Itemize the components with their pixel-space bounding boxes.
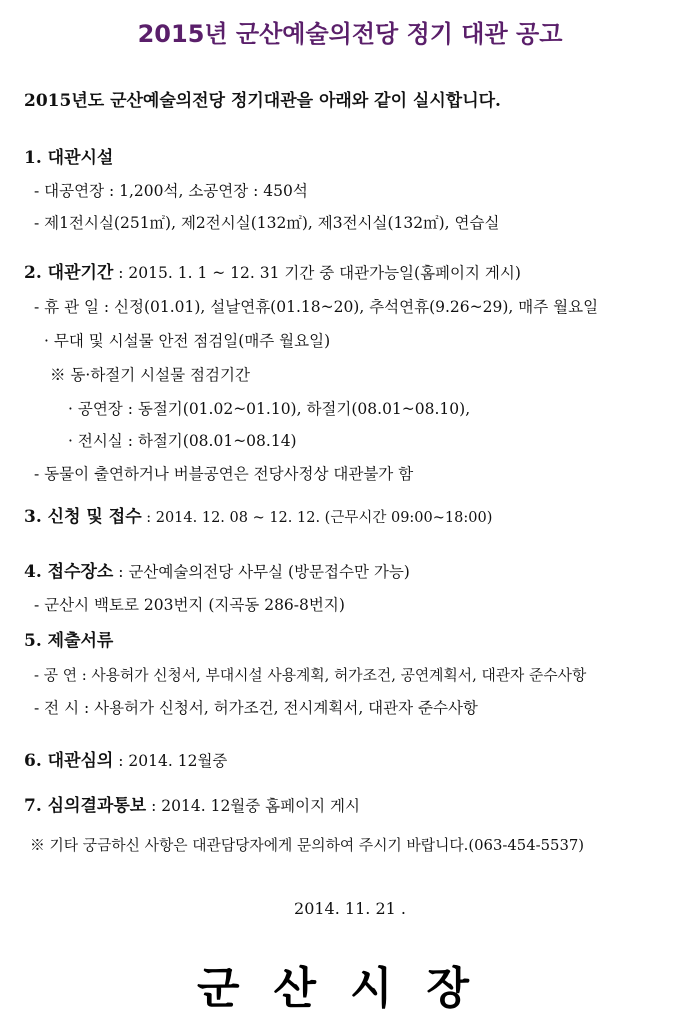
section-3-heading [24,506,492,529]
section-4-heading [24,561,410,583]
section-7-heading [24,795,360,817]
section-7-heading-label: 7. 심의결과통보 [24,796,147,816]
section-5-line-2: - 전 시 : 사용허가 신청서, 허가조건, 전시계획서, 대관자 준수사항 [34,699,478,717]
section-7-heading-detail: : 2014. 12월중 홈페이지 게시 [146,797,360,815]
section-2-line-2: · 무대 및 시설물 안전 점검일(매주 월요일) [44,332,331,350]
notice-title: 2015년 군산예술의전당 정기 대관 공고 [137,20,563,48]
section-5-line-1: - 공 연 : 사용허가 신청서, 부대시설 사용계획, 허가조건, 공연계획서, 대관자 준수사항 [34,667,587,684]
contact-note: ※ 기타 궁금하신 사항은 대관담당자에게 문의하여 주시기 바랍니다.(063-454-5537) [30,837,585,854]
section-1-line-2: - 제1전시실(251㎡), 제2전시실(132㎡), 제3전시실(132㎡), 연습실 [34,214,500,232]
section-6-heading-detail: : 2014. 12월중 [113,752,228,770]
section-2-line-4: · 공연장 : 동절기(01.02~01.10), 하절기(08.01~08.10), [68,400,471,418]
section-1-heading: 1. 대관시설 [24,148,114,168]
section-2-line-6: - 동물이 출연하거나 버블공연은 전당사정상 대관불가 함 [34,465,414,483]
section-1-line-1: - 대공연장 : 1,200석, 소공연장 : 450석 [34,182,308,200]
section-6-heading [24,750,227,772]
section-4-line-1: - 군산시 백토로 203번지 (지곡동 286-8번지) [34,596,345,614]
section-2-line-5: · 전시실 : 하절기(08.01~08.14) [68,432,297,450]
section-4-heading-label: 4. 접수장소 [24,562,114,582]
issuer-signature: 군산시장 [196,963,503,1014]
section-2-heading-detail: : 2015. 1. 1 ~ 12. 31 기간 중 대관가능일(홈페이지 게시) [113,264,521,282]
section-3-heading-detail: : 2014. 12. 08 ~ 12. 12. (근무시간 09:00~18:00) [141,510,493,526]
section-2-heading [24,262,521,284]
section-6-heading-label: 6. 대관심의 [24,751,114,771]
section-5-heading: 5. 제출서류 [24,631,114,651]
section-3-heading-label: 3. 신청 및 접수 [24,507,142,527]
section-2-line-3: ※ 동·하절기 시설물 점검기간 [50,366,250,384]
intro-text: 2015년도 군산예술의전당 정기대관을 아래와 같이 실시합니다. [24,91,501,111]
section-2-line-1: - 휴 관 일 : 신정(01.01), 설날연휴(01.18~20), 추석연휴(9.26~29), 매주 월요일 [34,298,599,316]
section-4-heading-detail: : 군산예술의전당 사무실 (방문접수만 가능) [113,563,410,581]
section-2-heading-label: 2. 대관기간 [24,263,114,283]
notice-date: 2014. 11. 21 . [294,899,406,918]
